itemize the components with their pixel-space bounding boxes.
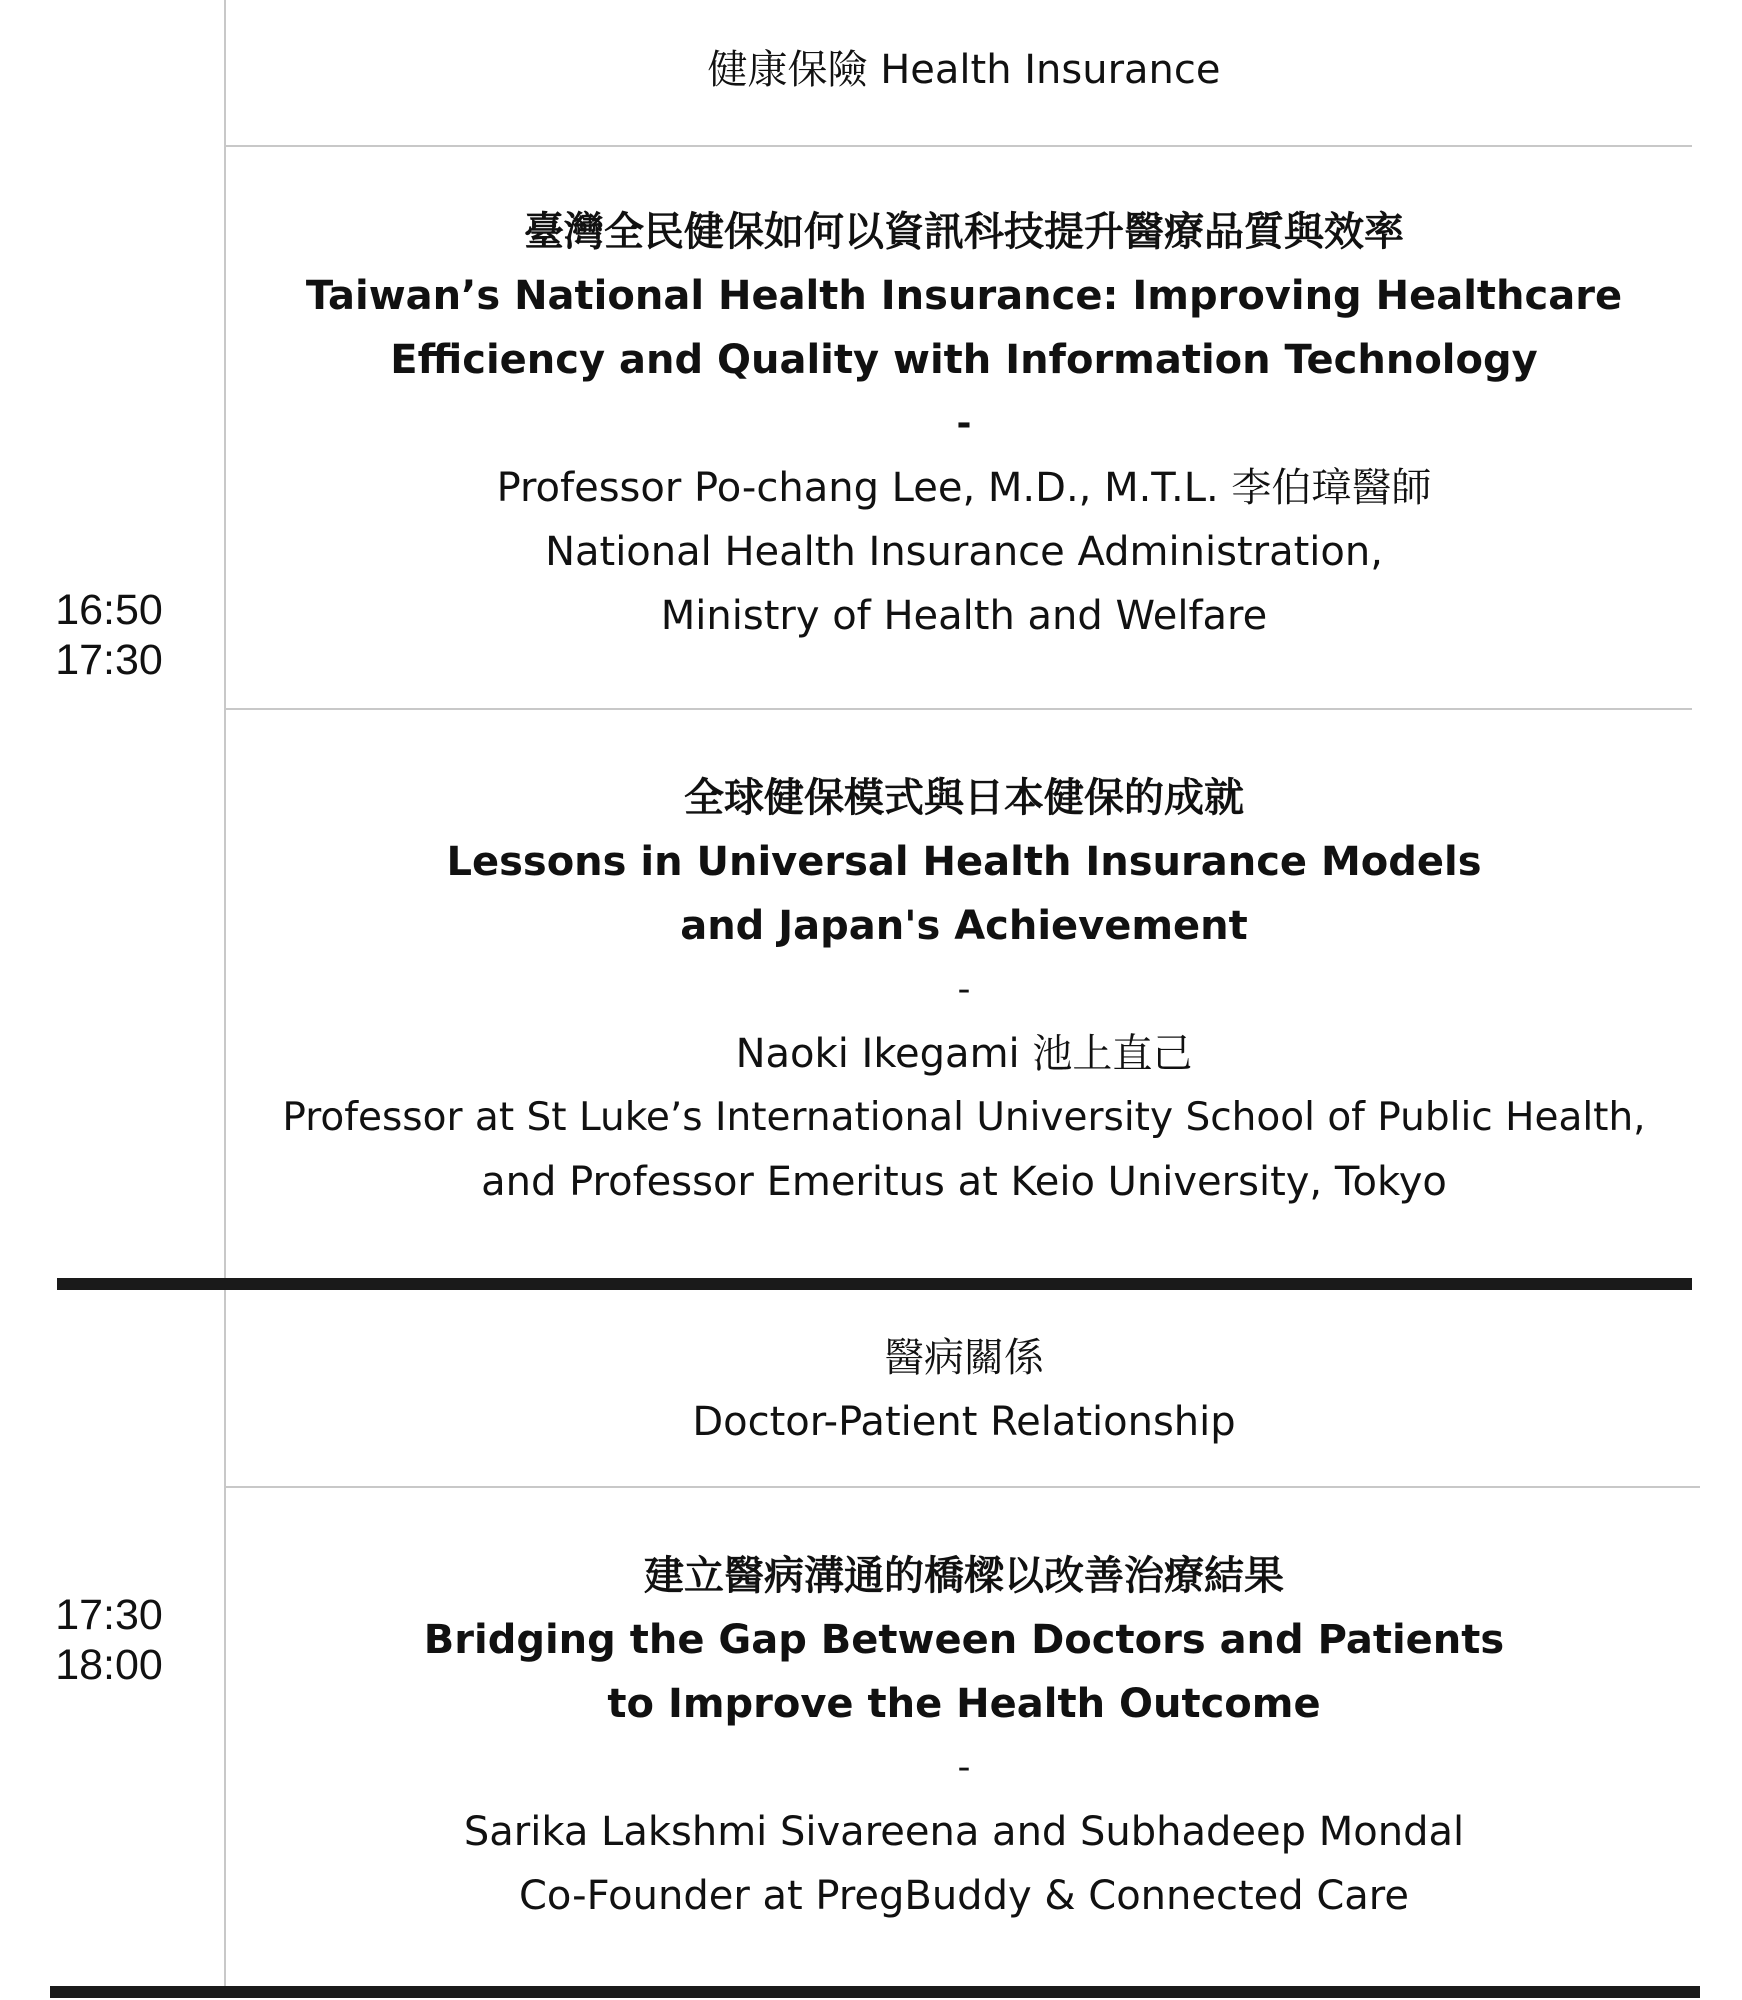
speaker-affiliation: Ministry of Health and Welfare: [660, 593, 1268, 639]
topic-title: 健康保險 Health Insurance: [707, 47, 1221, 93]
talk-title-en: Lessons in Universal Health Insurance Models: [446, 839, 1482, 885]
time-start: 16:50: [55, 586, 163, 634]
topic-health-insurance: [226, 38, 1702, 102]
talk-title-zh: 臺灣全民健保如何以資訊科技提升醫療品質與效率: [524, 209, 1404, 255]
talk-title-en: Efficiency and Quality with Information Technology: [390, 337, 1538, 383]
speaker-name: Professor Po-chang Lee, M.D., M.T.L. 李伯璋醫師: [496, 465, 1432, 511]
topic-title-en: Doctor-Patient Relationship: [692, 1399, 1236, 1445]
talk-title-zh: 建立醫病溝通的橋樑以改善治療結果: [644, 1553, 1284, 1599]
speaker-affiliation: and Professor Emeritus at Keio University, Tokyo: [481, 1159, 1447, 1205]
time-slot-1: [0, 585, 218, 685]
section-divider-2: [50, 1986, 1700, 1998]
talk-title-en: Taiwan’s National Health Insurance: Improving Healthcare: [305, 273, 1623, 319]
speaker-affiliation: Professor at St Luke’s International University School of Public Health,: [282, 1095, 1646, 1140]
time-end: 18:00: [55, 1641, 163, 1689]
separator-dash: -: [957, 1747, 971, 1788]
section-divider-1: [57, 1278, 1692, 1290]
speaker-affiliation: Co-Founder at PregBuddy & Connected Care: [519, 1873, 1409, 1919]
talk-title-zh: 全球健保模式與日本健保的成就: [684, 775, 1244, 821]
talk-taiwan-nhi: [226, 200, 1702, 648]
talk-title-en: Bridging the Gap Between Doctors and Patients: [423, 1617, 1505, 1663]
time-slot-2: [0, 1590, 218, 1690]
topic-title-zh: 醫病關係: [884, 1335, 1044, 1381]
time-start: 17:30: [55, 1591, 163, 1639]
separator-dash: -: [956, 403, 972, 444]
speaker-name: Naoki Ikegami 池上直己: [735, 1031, 1193, 1077]
divider-topic-health-insurance: [226, 145, 1692, 147]
talk-bridging-gap: [226, 1544, 1702, 1928]
talk-title-en: to Improve the Health Outcome: [607, 1681, 1321, 1727]
topic-doctor-patient: [226, 1326, 1702, 1454]
talk-title-en: and Japan's Achievement: [680, 903, 1248, 949]
talk-japan-uhi: [226, 766, 1702, 1214]
divider-talk-1: [226, 708, 1692, 710]
separator-dash: -: [957, 969, 971, 1010]
time-end: 17:30: [55, 636, 163, 684]
speaker-name: Sarika Lakshmi Sivareena and Subhadeep Mondal: [463, 1809, 1465, 1855]
divider-topic-doctor-patient: [226, 1486, 1700, 1488]
speaker-affiliation: National Health Insurance Administration,: [545, 529, 1383, 575]
